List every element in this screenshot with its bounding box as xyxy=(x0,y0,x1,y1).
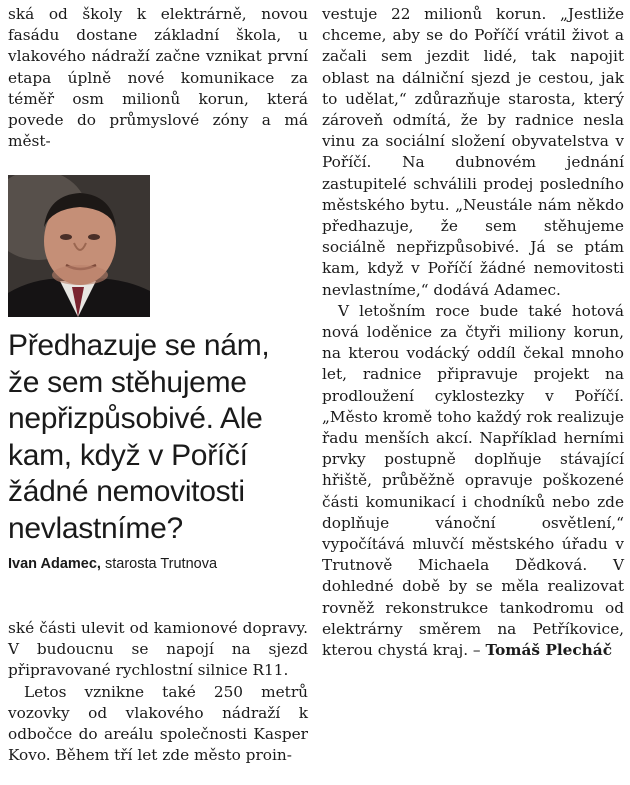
left-top-paragraph: ská od školy k elektrárně, novou fasádu dostane základní škola, u vlakového nádraží začne vznikat první etapa úplně nové komunikace za téměř osm milionů korun, která povede do průmyslové zóny a má měst- xyxy=(8,5,308,151)
left-top-text xyxy=(8,4,308,152)
left-bottom-paragraph-2: Letos vznikne také 250 metrů vozovky od vlakového nádraží k odbočce do areálu společnosti Kasper Kovo. Během tří let zde město proin- xyxy=(8,682,308,765)
portrait-illustration xyxy=(8,175,150,317)
right-paragraph-2 xyxy=(322,301,624,661)
mayor-portrait-photo xyxy=(8,175,150,317)
right-paragraph-1: vestuje 22 milionů korun. „Jestliže chceme, aby se do Poříčí vrátil život a začali sem jezdit lidé, tak napojit oblast na dálniční sjezd je cestou, jak to udělat,“ zdůrazňuje starosta, který zároveň odmítá, že by radnice nesla vinu za sociální složení obyvatelstva v Poříčí. Na dubnovém jednání zastupitelé schválili prodej posledního městského bytu. „Neustále nám někdo předhazuje, že sem stěhujeme sociálně nepřizpůsobivé. Já se ptám kam, když v Poříčí žádné nemovitosti nevlastníme,“ dodává Adamec. xyxy=(322,5,624,299)
left-bottom-paragraph-1: ské části ulevit od kamionové dopravy. V budoucnu se napojí na sjezd připravované rychlostní silnice R11. xyxy=(8,619,308,680)
pull-quote: Předhazuje se nám, že sem stěhujeme nepřizpůsobivé. Ale kam, když v Poříčí žádné nemovitosti nevlastníme? xyxy=(8,329,270,545)
byline-name: Ivan Adamec, xyxy=(8,556,101,572)
quote-byline xyxy=(8,556,308,572)
article-author: Tomáš Plecháč xyxy=(485,641,613,660)
byline-role: starosta Trutnova xyxy=(104,556,218,572)
left-bottom-text xyxy=(8,618,308,766)
right-text xyxy=(322,4,624,661)
right-paragraph-2-text: V letošním roce bude také hotová nová loděnice za čtyři miliony korun, na kterou vodácký oddíl čekal mnoho let, radnice připravuje projekt na prodloužení cyklostezky v Poříčí. „Město kromě toho každý rok realizuje řadu menších akcí. Například herními prvky postupně doplňuje stávající hřiště, průběžně opravuje poškozené části komunikací i chodníků nebo zde doplňuje vánoční osvětlení,“ vypočítává mluvčí městského úřadu v Trutnově Michaela Dědková. V dohledné době by se měla realizovat rovněž rekonstrukce tankodromu od elektrárny směrem na Petříkovice, kterou chystá kraj. – xyxy=(322,301,624,660)
